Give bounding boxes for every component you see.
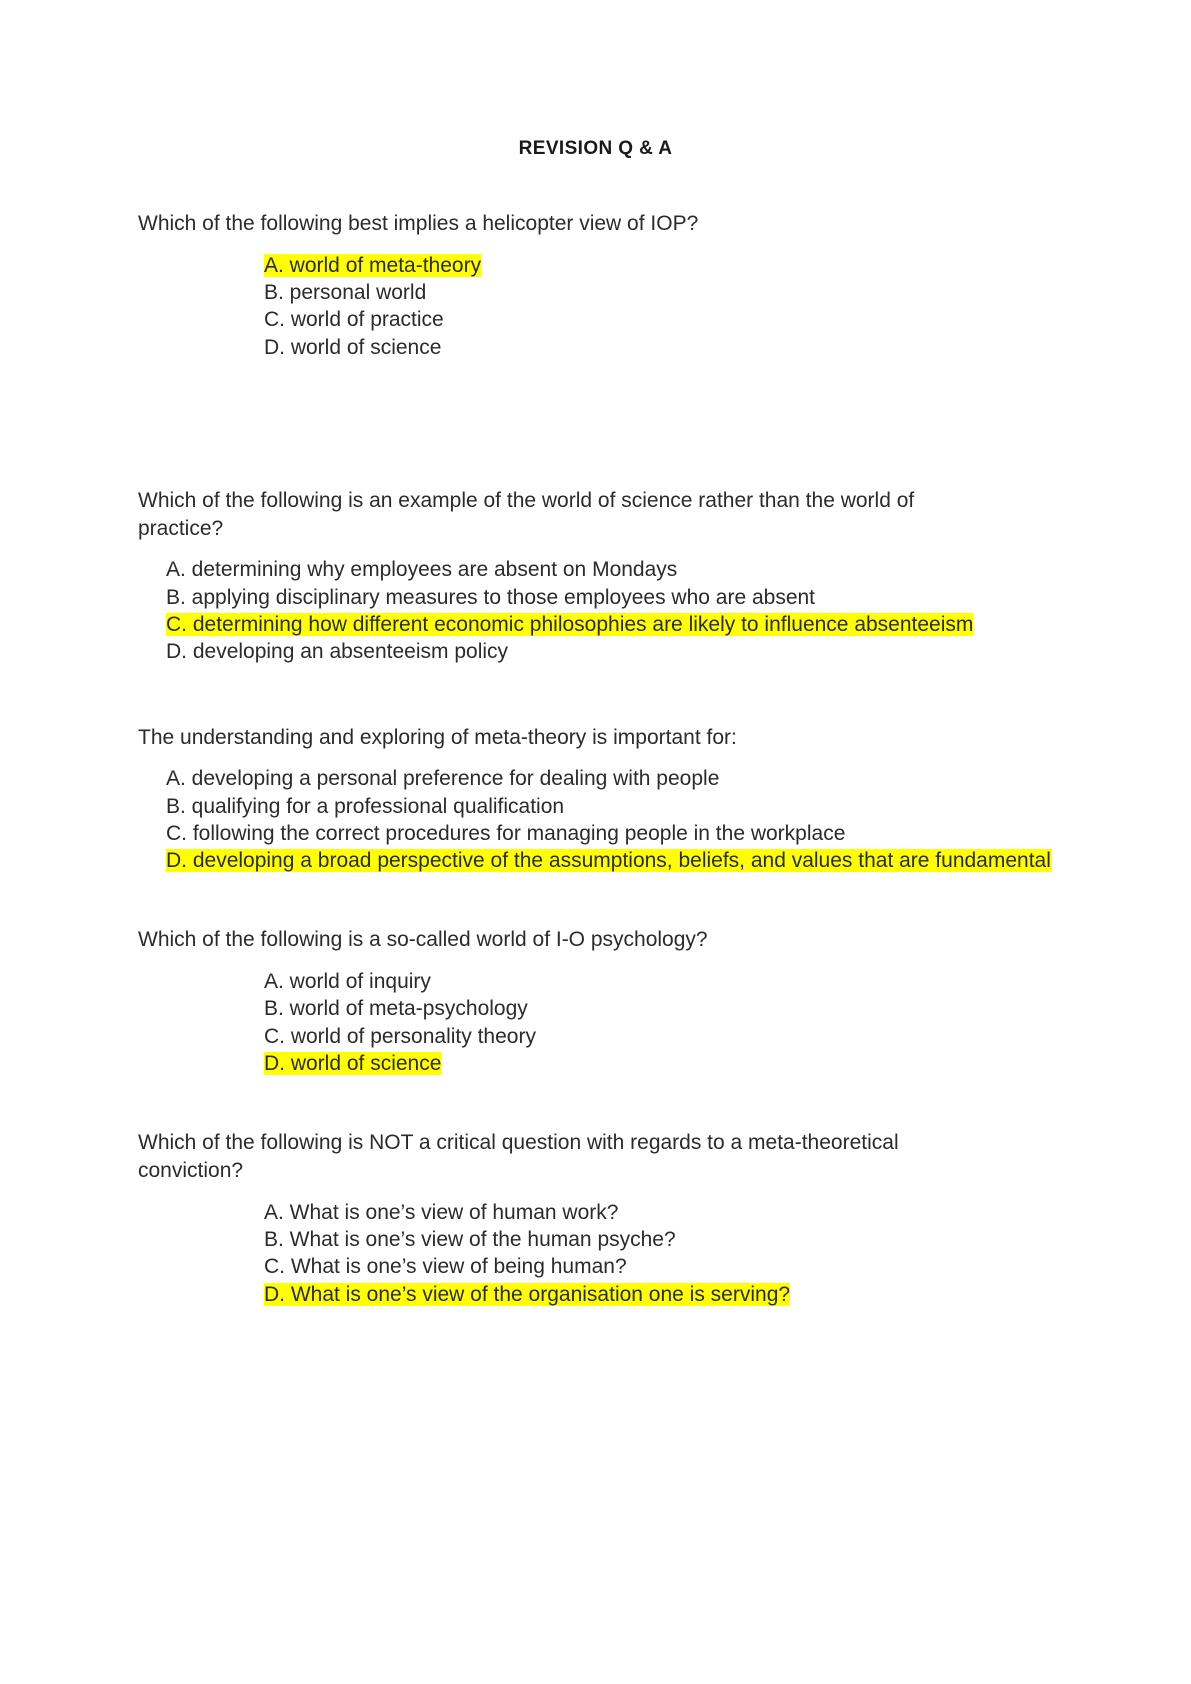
option-label: C. world of personality theory — [264, 1024, 536, 1048]
question-block — [138, 724, 1138, 875]
option-label: B. What is one’s view of the human psyche? — [264, 1228, 676, 1252]
spacer — [138, 361, 1138, 487]
option-item[interactable] — [138, 968, 1138, 995]
option-label: D. world of science — [264, 1052, 442, 1076]
spacer — [138, 874, 1138, 926]
option-label: A. world of meta-theory — [264, 253, 482, 277]
option-item[interactable] — [138, 556, 1138, 583]
option-item[interactable] — [138, 847, 1138, 874]
option-label: C. world of practice — [264, 308, 444, 332]
option-label: B. qualifying for a professional qualification — [166, 794, 565, 818]
option-label: D. What is one’s view of the organisation one is serving? — [264, 1282, 791, 1306]
options-list — [138, 252, 1138, 361]
question-block — [138, 926, 1138, 1077]
option-item[interactable] — [138, 252, 1138, 279]
option-item[interactable] — [138, 1199, 1138, 1226]
option-item[interactable] — [138, 765, 1138, 792]
question-block — [138, 1129, 1138, 1308]
option-label: A. developing a personal preference for dealing with people — [166, 767, 720, 791]
question-block — [138, 210, 1138, 361]
page-title: REVISION Q & A — [518, 138, 673, 159]
option-item[interactable] — [138, 279, 1138, 306]
option-label: C. determining how different economic philosophies are likely to influence absenteeism — [166, 612, 974, 636]
question-text: The understanding and exploring of meta-theory is important for: — [138, 725, 737, 749]
question-block — [138, 487, 1138, 666]
spacer — [138, 1077, 1138, 1129]
option-item[interactable] — [138, 1281, 1138, 1308]
option-item[interactable] — [138, 1023, 1138, 1050]
option-item[interactable] — [138, 995, 1138, 1022]
option-label: B. world of meta-psychology — [264, 997, 528, 1021]
question-text: Which of the following is a so-called world of I-O psychology? — [138, 928, 708, 952]
option-label: C. What is one’s view of being human? — [264, 1255, 627, 1279]
question-text: Which of the following best implies a helicopter view of IOP? — [138, 212, 699, 235]
option-item[interactable] — [138, 611, 1138, 638]
option-label: A. What is one’s view of human work? — [264, 1200, 619, 1224]
option-item[interactable] — [138, 638, 1138, 665]
option-label: D. developing an absenteeism policy — [166, 640, 509, 664]
question-text: Which of the following is an example of the world of science rather than the world of practice? — [138, 488, 915, 540]
options-list — [138, 1199, 1138, 1308]
option-item[interactable] — [138, 1226, 1138, 1253]
option-label: B. applying disciplinary measures to those employees who are absent — [166, 585, 816, 609]
option-item[interactable] — [138, 1050, 1138, 1077]
option-label: A. world of inquiry — [264, 970, 431, 994]
options-list — [138, 765, 1138, 874]
options-list — [138, 968, 1138, 1077]
option-item[interactable] — [138, 1253, 1138, 1280]
option-label: B. personal world — [264, 281, 427, 305]
option-item[interactable] — [138, 334, 1138, 361]
option-label: A. determining why employees are absent on Mondays — [166, 558, 678, 582]
option-item[interactable] — [138, 584, 1138, 611]
question-text: Which of the following is NOT a critical question with regards to a meta-theoretical conviction? — [138, 1131, 899, 1183]
questions-container — [138, 210, 1138, 1308]
option-item[interactable] — [138, 306, 1138, 333]
option-label: D. developing a broad perspective of the assumptions, beliefs, and values that are fundamental — [166, 849, 1051, 873]
spacer — [138, 666, 1138, 724]
option-item[interactable] — [138, 820, 1138, 847]
option-item[interactable] — [138, 793, 1138, 820]
options-list — [138, 556, 1138, 665]
option-label: D. world of science — [264, 335, 442, 359]
option-label: C. following the correct procedures for managing people in the workplace — [166, 821, 846, 845]
